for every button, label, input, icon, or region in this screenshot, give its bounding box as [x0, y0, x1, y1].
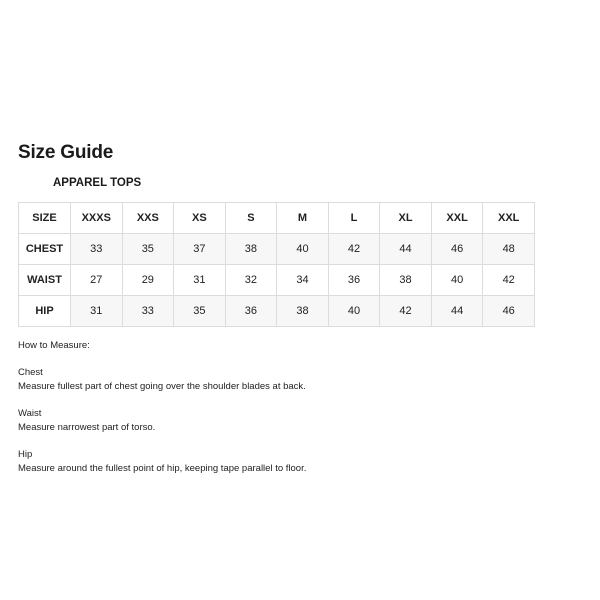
table-cell: 40: [431, 265, 483, 296]
table-cell: 33: [122, 296, 174, 327]
table-cell: 42: [328, 234, 380, 265]
header-cell-size: SIZE: [19, 203, 71, 234]
table-cell: 48: [483, 234, 535, 265]
table-cell: 38: [277, 296, 329, 327]
header-cell-xs: XS: [174, 203, 226, 234]
header-cell-l: L: [328, 203, 380, 234]
table-cell: 44: [431, 296, 483, 327]
table-cell: 36: [328, 265, 380, 296]
table-row-waist: [19, 265, 535, 296]
row-label-hip: HIP: [19, 296, 71, 327]
measure-item-text: Measure around the fullest point of hip, keeping tape parallel to floor.: [18, 463, 307, 474]
header-cell-xl: XL: [380, 203, 432, 234]
row-label-waist: WAIST: [19, 265, 71, 296]
table-cell: 36: [225, 296, 277, 327]
header-cell-xxs: XXS: [122, 203, 174, 234]
table-cell: 27: [71, 265, 123, 296]
table-cell: 31: [71, 296, 123, 327]
size-table: [18, 202, 535, 327]
table-cell: 32: [225, 265, 277, 296]
table-cell: 33: [71, 234, 123, 265]
table-cell: 42: [380, 296, 432, 327]
measure-item-hip: [18, 448, 578, 476]
table-row-hip: [19, 296, 535, 327]
table-cell: 35: [174, 296, 226, 327]
table-cell: 29: [122, 265, 174, 296]
table-cell: 31: [174, 265, 226, 296]
measure-item-name: Hip: [18, 449, 33, 460]
measure-item-name: Chest: [18, 367, 43, 378]
table-cell: 46: [483, 296, 535, 327]
table-cell: 34: [277, 265, 329, 296]
measure-item-chest: [18, 366, 578, 394]
table-cell: 35: [122, 234, 174, 265]
table-cell: 37: [174, 234, 226, 265]
header-cell-xxxs: XXXS: [71, 203, 123, 234]
table-cell: 40: [277, 234, 329, 265]
section-title: APPAREL TOPS: [53, 177, 142, 189]
table-cell: 38: [225, 234, 277, 265]
size-guide: [18, 142, 578, 476]
table-cell: 42: [483, 265, 535, 296]
table-cell: 40: [328, 296, 380, 327]
measure-item-name: Waist: [18, 408, 42, 419]
page-title: Size Guide: [18, 142, 114, 163]
how-to-measure: [18, 339, 578, 476]
header-cell-s: S: [225, 203, 277, 234]
measure-heading: How to Measure:: [18, 340, 90, 351]
header-cell-m: M: [277, 203, 329, 234]
row-label-chest: CHEST: [19, 234, 71, 265]
measure-item-text: Measure fullest part of chest going over the shoulder blades at back.: [18, 381, 306, 392]
measure-item-text: Measure narrowest part of torso.: [18, 422, 156, 433]
table-row-chest: [19, 234, 535, 265]
table-header-row: [19, 203, 535, 234]
header-cell-xxl: XXL: [431, 203, 483, 234]
table-cell: 46: [431, 234, 483, 265]
measure-item-waist: [18, 407, 578, 435]
table-cell: 38: [380, 265, 432, 296]
header-cell-xxl-2: XXL: [483, 203, 535, 234]
table-cell: 44: [380, 234, 432, 265]
